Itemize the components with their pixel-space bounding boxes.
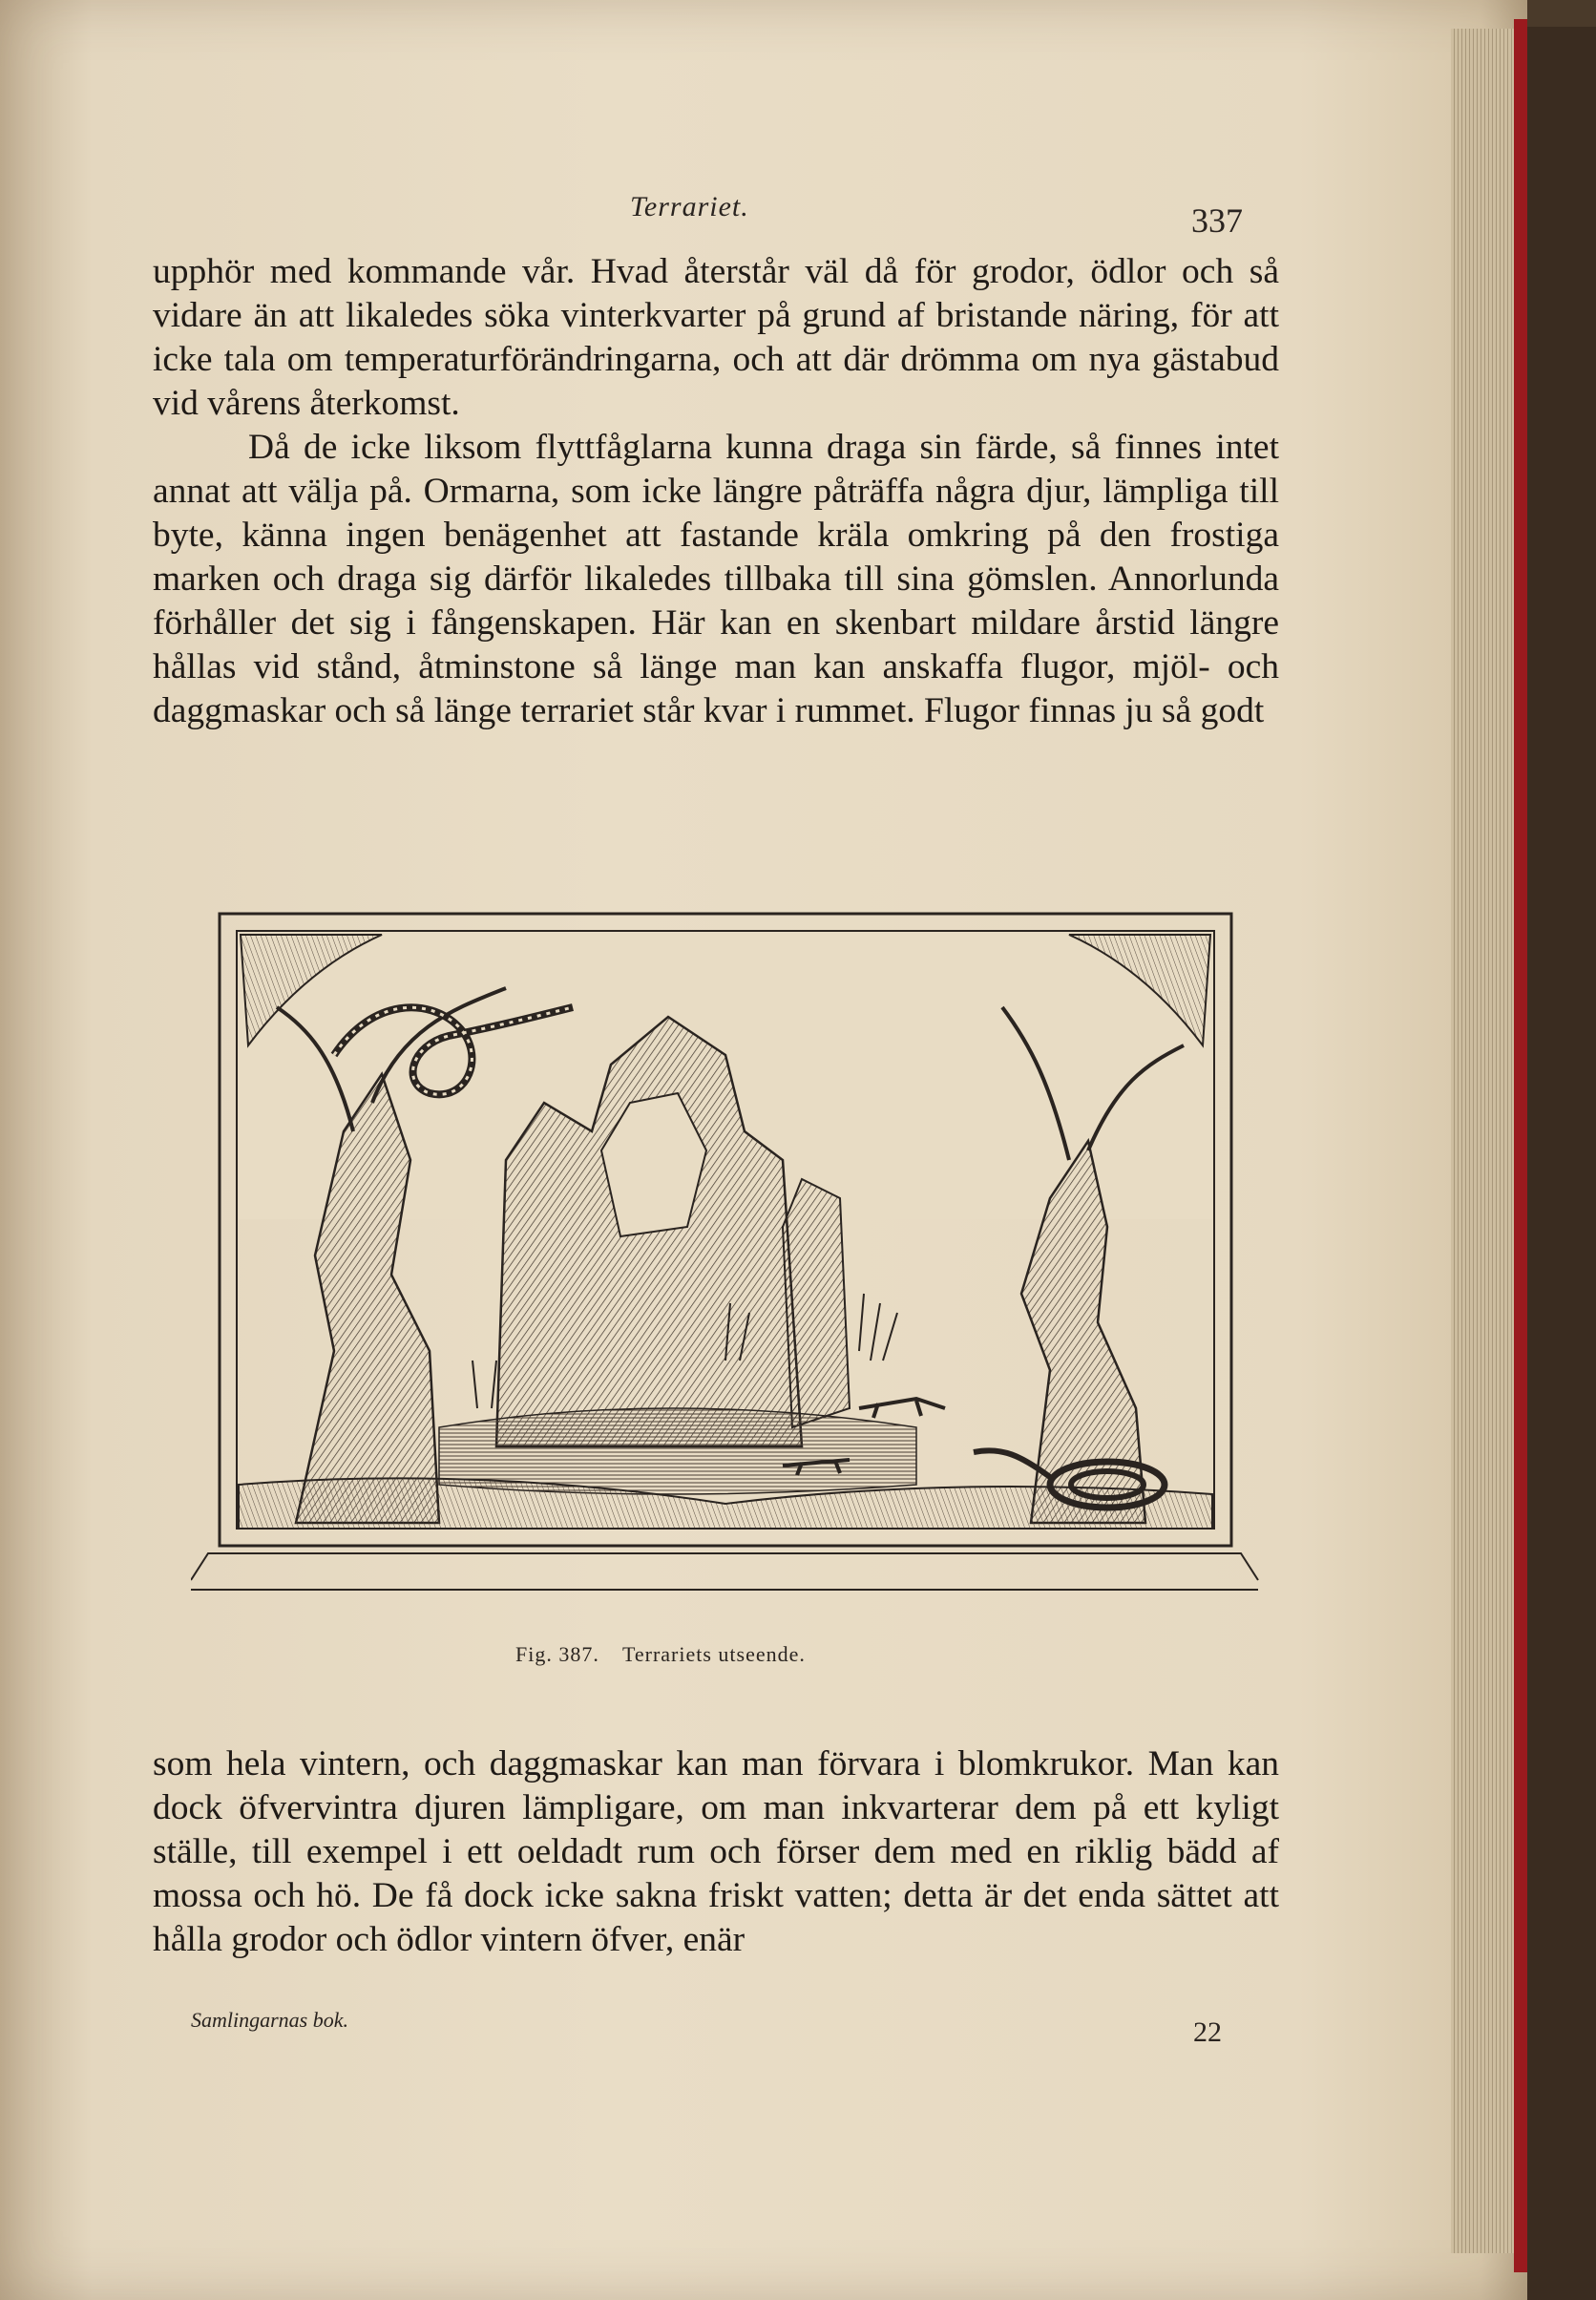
paragraph: upphör med kommande vår. Hvad återstår väl då för grodor, ödlor och så vidare än att likaledes söka vinterkvarter på grund af bristande näring, för att icke tala om temperaturförändringarna, och att där drömma om nya gästabud vid vårens återkomst.	[153, 252, 1279, 423]
figure-caption-text: Terrariets utseende.	[621, 1642, 806, 1666]
figure-number: Fig. 387.	[515, 1642, 599, 1666]
running-head: Terrariet.	[630, 191, 749, 222]
paragraph: som hela vintern, och daggmaskar kan man förvara i blomkrukor. Man kan dock öfvervintra djuren lämpligare, om man inkvarterar dem på ett kyligt ställe, till exempel i ett oeldadt rum och förser dem med en riklig bädd af mossa och hö. De få dock icke sakna friskt vatten; detta är det enda sättet att hålla grodor och ödlor vintern öfver, enär	[153, 1744, 1279, 1959]
body-text-bottom	[153, 1742, 1279, 1962]
figure-caption	[515, 1642, 806, 1667]
paragraph: Då de icke liksom flyttfåglarna kunna draga sin färde, så finnes intet annat att välja på. Ormarna, som icke längre påträffa några djur, lämpliga till byte, känna ingen benägenhet att fastande kräla omkring på den frostiga marken och draga sig därför likaledes tillbaka till sina gömslen. Annorlunda förhåller det sig i fångenskapen. Här kan en skenbart mildare årstid längre hållas vid stånd, åtminstone så länge man kan anskaffa flugor, mjöl- och daggmaskar och så länge terrariet står kvar i rummet. Flugor finnas ju så godt	[153, 428, 1279, 730]
footer-signature: Samlingarnas bok.	[191, 2008, 348, 2032]
book-cover-edge	[1514, 19, 1527, 2272]
terrarium-illustration	[191, 912, 1260, 1599]
engraving-image	[191, 912, 1260, 1599]
sheet-number: 22	[1193, 2016, 1222, 2048]
page-number: 337	[1191, 201, 1243, 240]
body-text-top	[153, 250, 1279, 733]
